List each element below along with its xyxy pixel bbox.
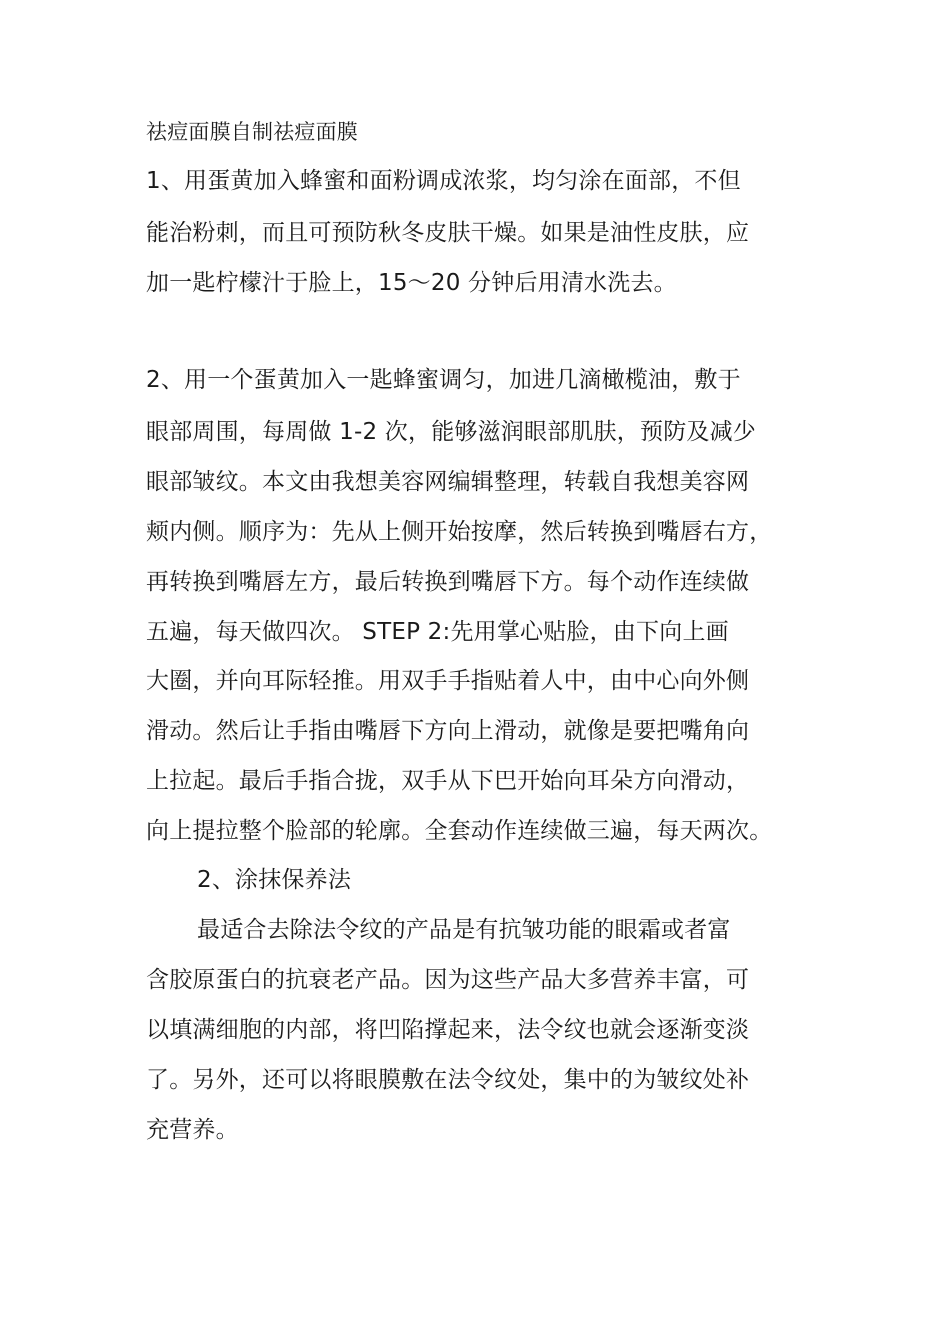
text-line: 向上提拉整个脸部的轮廓。全套动作连续做三遍，每天两次。 (146, 818, 773, 844)
text-line: 上拉起。最后手指合拢，双手从下巴开始向耳朵方向滑动， (146, 768, 750, 794)
text-line: 眼部周围，每周做 1-2 次，能够滋润眼部肌肤，预防及减少 (146, 419, 756, 445)
text-line: 含胶原蛋白的抗衰老产品。因为这些产品大多营养丰富，可 (146, 967, 750, 993)
text-line: 再转换到嘴唇左方，最后转换到嘴唇下方。每个动作连续做 (146, 569, 750, 595)
text-line: 加一匙柠檬汁于脸上，15～20 分钟后用清水洗去。 (146, 270, 677, 296)
text-line: 五遍，每天做四次。 STEP 2:先用掌心贴脸，由下向上画 (146, 619, 729, 645)
section-heading: 2、涂抹保养法 (197, 867, 352, 893)
text-line: 颊内侧。顺序为：先从上侧开始按摩，然后转换到嘴唇右方， (146, 519, 773, 545)
text-line: 眼部皱纹。本文由我想美容网编辑整理，转载自我想美容网 (146, 469, 750, 495)
text-line: 2、用一个蛋黄加入一匙蜂蜜调匀，加进几滴橄榄油，敷于 (146, 367, 741, 393)
text-line: 能治粉刺，而且可预防秋冬皮肤干燥。如果是油性皮肤，应 (146, 220, 750, 246)
text-line: 以填满细胞的内部，将凹陷撑起来，法令纹也就会逐渐变淡 (146, 1017, 750, 1043)
text-line: 1、用蛋黄加入蜂蜜和面粉调成浓浆，均匀涂在面部，不但 (146, 168, 741, 194)
document-title: 祛痘面膜自制祛痘面膜 (146, 120, 358, 144)
text-line: 最适合去除法令纹的产品是有抗皱功能的眼霜或者富 (197, 917, 731, 943)
text-line: 滑动。然后让手指由嘴唇下方向上滑动，就像是要把嘴角向 (146, 718, 750, 744)
text-line: 充营养。 (146, 1117, 239, 1143)
text-line: 大圈，并向耳际轻推。用双手手指贴着人中，由中心向外侧 (146, 668, 750, 694)
text-line: 了。另外，还可以将眼膜敷在法令纹处，集中的为皱纹处补 (146, 1067, 750, 1093)
